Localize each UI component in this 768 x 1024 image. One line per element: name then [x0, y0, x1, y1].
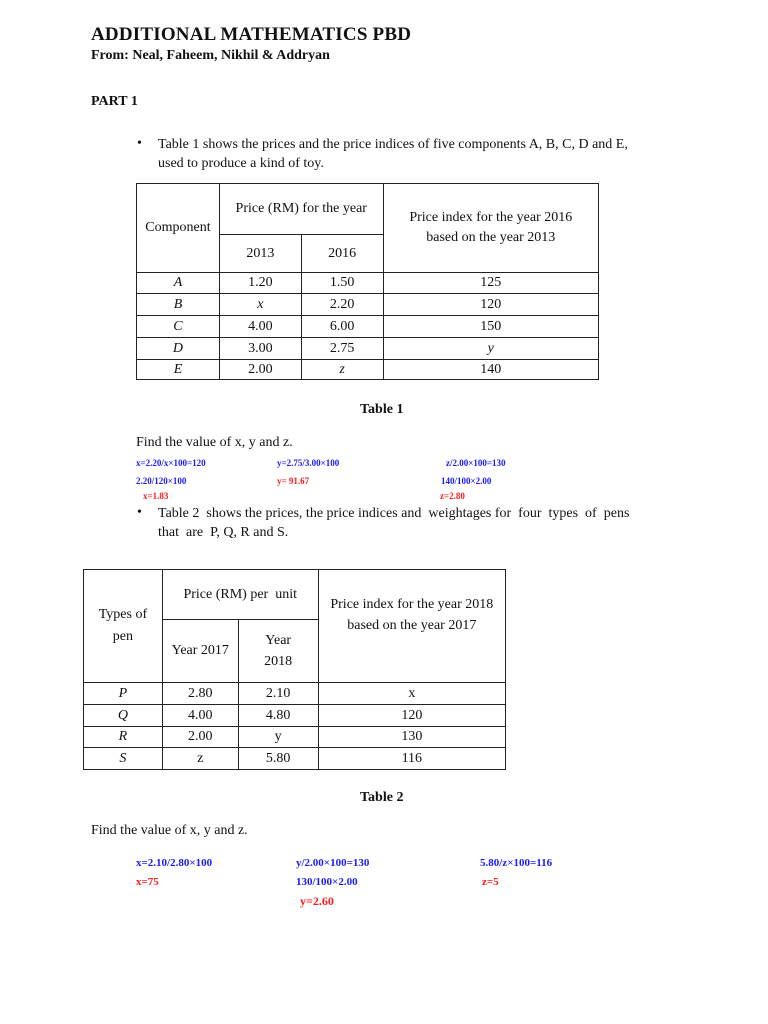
table2-cell-index: 120 — [318, 705, 505, 727]
table1-cell-price-2016: 2.20 — [301, 294, 383, 316]
solution1-x-step1: x=2.20/x×100=120 — [136, 458, 206, 468]
table2-cell-price-2018: y — [238, 727, 318, 748]
table2-types-header-line1: Types of — [98, 607, 148, 622]
solution2-y-answer: y=2.60 — [300, 894, 334, 908]
table1-year-2013: 2013 — [219, 235, 301, 273]
table2-year-2018-line2: 2018 — [264, 654, 293, 669]
table1-cell-price-2013: 1.20 — [219, 273, 301, 294]
solution2-x-answer: x=75 — [136, 876, 159, 888]
bullet1-line2: used to produce a kind of toy. — [158, 156, 324, 171]
table2-index-header — [318, 570, 505, 683]
table2-index-header-line1: Price index for the year 2018 — [330, 597, 494, 612]
table-row — [84, 705, 506, 727]
table1-cell-component: B — [173, 296, 183, 312]
table1-price-header: Price (RM) for the year — [219, 184, 383, 235]
solution2-y-step1: y/2.00×100=130 — [296, 857, 370, 869]
table-row — [137, 316, 599, 338]
table1-cell-price-2013: 2.00 — [219, 360, 301, 380]
table2-cell-price-2017: 2.00 — [162, 727, 238, 748]
table2-types-header-line2: pen — [112, 629, 134, 644]
solution1-z-answer: z=2.80 — [440, 491, 465, 501]
bullet1-text — [158, 135, 628, 173]
table2-year-2018-line1: Year — [265, 633, 292, 648]
table-row — [84, 683, 506, 705]
table-row — [137, 338, 599, 360]
table-row — [84, 727, 506, 748]
table1-cell-component: E — [173, 361, 183, 377]
table2-cell-index: x — [318, 683, 505, 705]
table2-cell-price-2018: 4.80 — [238, 705, 318, 727]
table2-cell-type: P — [118, 685, 128, 701]
table2-year-2018 — [238, 620, 318, 683]
solution1-x-answer: x=1.83 — [143, 491, 169, 501]
table1-component-header: Component — [137, 184, 220, 273]
table2-index-header-line2: based on the year 2017 — [347, 618, 477, 633]
table2-cell-index: 116 — [318, 748, 505, 770]
table1-cell-price-2013: 4.00 — [219, 316, 301, 338]
solution2-z-step1: 5.80/z×100=116 — [480, 857, 553, 869]
table-row — [137, 273, 599, 294]
solution2-x-step1: x=2.10/2.80×100 — [136, 857, 213, 869]
document-title: ADDITIONAL MATHEMATICS PBD — [91, 24, 412, 45]
bullet2-line2: that are P, Q, R and S. — [158, 525, 289, 540]
table1-cell-price-2016: z — [339, 361, 345, 377]
table2-cell-price-2017: 4.00 — [162, 705, 238, 727]
table2-cell-type: R — [118, 729, 128, 744]
find-values-prompt-1: Find the value of x, y and z. — [136, 435, 293, 450]
table1-index-header-line1: Price index for the year 2016 — [409, 210, 573, 225]
table1-cell-index: 125 — [383, 273, 598, 294]
authors-line: From: Neal, Faheem, Nikhil & Addryan — [91, 48, 330, 63]
table2-cell-price-2017: z — [162, 748, 238, 770]
bullet-icon: • — [137, 505, 142, 520]
table1-index-header-line2: based on the year 2013 — [426, 230, 556, 245]
table-2 — [83, 569, 506, 770]
table1-caption: Table 1 — [360, 402, 404, 417]
table2-cell-index: 130 — [318, 727, 505, 748]
table1-cell-price-2013: x — [257, 296, 264, 312]
solution1-z-step1: z/2.00×100=130 — [446, 458, 506, 468]
table-row — [137, 360, 599, 380]
table2-cell-price-2018: 5.80 — [238, 748, 318, 770]
table1-cell-index: 140 — [383, 360, 598, 380]
table1-cell-price-2016: 1.50 — [301, 273, 383, 294]
table-row — [84, 748, 506, 770]
table1-cell-component: C — [173, 318, 183, 334]
bullet1-line1: Table 1 shows the prices and the price indices of five components A, B, C, D and E, — [158, 137, 628, 152]
table1-cell-component: D — [172, 340, 184, 356]
table1-cell-index: y — [487, 340, 494, 356]
table2-caption: Table 2 — [360, 790, 404, 805]
table1-cell-price-2016: 6.00 — [301, 316, 383, 338]
table1-cell-price-2013: 3.00 — [219, 338, 301, 360]
bullet2-text — [158, 504, 629, 542]
table1-cell-component: A — [173, 275, 183, 290]
table2-cell-price-2018: 2.10 — [238, 683, 318, 705]
table2-types-header — [84, 570, 163, 683]
part-heading: PART 1 — [91, 94, 138, 109]
bullet-icon: • — [137, 136, 142, 151]
bullet2-line1: Table 2 shows the prices, the price indices and weightages for four types of pens — [158, 506, 630, 521]
table2-cell-price-2017: 2.80 — [162, 683, 238, 705]
table1-cell-index: 150 — [383, 316, 598, 338]
solution2-z-answer: z=5 — [482, 876, 499, 888]
solution1-y-answer: y= 91.67 — [277, 476, 310, 486]
table-row — [137, 294, 599, 316]
table1-index-header — [383, 184, 598, 273]
table1-cell-index: 120 — [383, 294, 598, 316]
find-values-prompt-2: Find the value of x, y and z. — [91, 823, 248, 838]
table2-year-2017: Year 2017 — [162, 620, 238, 683]
table2-price-header: Price (RM) per unit — [162, 570, 318, 620]
table2-cell-type: Q — [117, 707, 128, 723]
solution2-y-step2: 130/100×2.00 — [296, 876, 358, 888]
table2-cell-type: S — [119, 750, 127, 766]
solution1-z-step2: 140/100×2.00 — [441, 476, 492, 486]
table-1 — [136, 183, 599, 380]
table1-year-2016: 2016 — [301, 235, 383, 273]
solution1-x-step2: 2.20/120×100 — [136, 476, 187, 486]
table1-cell-price-2016: 2.75 — [301, 338, 383, 360]
solution1-y-step1: y=2.75/3.00×100 — [277, 458, 340, 468]
